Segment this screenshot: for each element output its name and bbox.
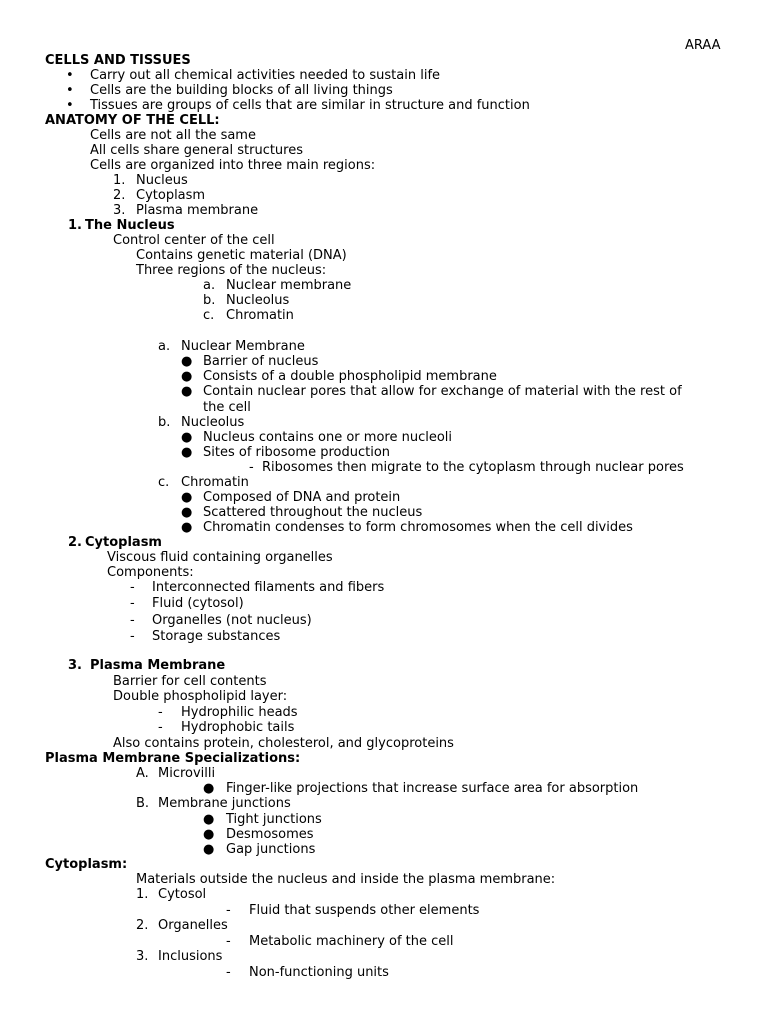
paragraph: Materials outside the nucleus and inside the plasma membrane: [136, 872, 556, 887]
list-letter: A. [136, 766, 149, 781]
filled-circle-bullet-icon: ● [181, 520, 193, 535]
list-item: Barrier of nucleus [203, 354, 319, 369]
filled-circle-bullet-icon: ● [181, 490, 193, 505]
section-title-cytoplasm: Cytoplasm: [45, 857, 128, 872]
list-item: Contain nuclear pores that allow for exchange of material with the rest of [203, 384, 682, 399]
list-item: Consists of a double phospholipid membrane [203, 369, 497, 384]
list-item: Inclusions [158, 949, 223, 964]
section-title-specializations: Plasma Membrane Specializations: [45, 751, 301, 766]
list-item: Storage substances [152, 629, 281, 644]
dash-bullet: - [226, 965, 231, 980]
heading-number: 3. [68, 658, 82, 673]
list-item: Nuclear membrane [226, 278, 352, 293]
list-item: Hydrophilic heads [181, 705, 298, 720]
filled-circle-bullet-icon: ● [203, 781, 215, 796]
heading-number: 2. [68, 535, 82, 550]
filled-circle-bullet-icon: ● [203, 827, 215, 842]
list-item: Sites of ribosome production [203, 445, 391, 460]
list-item: Plasma membrane [136, 203, 259, 218]
list-item: Tissues are groups of cells that are similar in structure and function [90, 98, 530, 113]
list-item: Gap junctions [226, 842, 316, 857]
list-item: Also contains protein, cholesterol, and glycoproteins [113, 736, 454, 751]
list-item: Contains genetic material (DNA) [136, 248, 347, 263]
subheading-nuclear-membrane: Nuclear Membrane [181, 339, 305, 354]
list-item: Barrier for cell contents [113, 674, 267, 689]
list-item: All cells share general structures [90, 143, 304, 158]
list-letter: a. [158, 339, 171, 354]
list-item: Double phospholipid layer: [113, 689, 288, 704]
subheading-chromatin: Chromatin [181, 475, 249, 490]
list-item: Tight junctions [226, 812, 322, 827]
dash-bullet: - [249, 460, 254, 475]
list-item: Nucleolus [226, 293, 290, 308]
bullet-icon: • [66, 83, 74, 98]
list-item: Chromatin condenses to form chromosomes when the cell divides [203, 520, 633, 535]
list-item: Non-functioning units [249, 965, 389, 980]
list-item: Nucleus [136, 173, 188, 188]
list-item: Cytoplasm [136, 188, 206, 203]
subheading-membrane-junctions: Membrane junctions [158, 796, 291, 811]
filled-circle-bullet-icon: ● [203, 842, 215, 857]
list-letter: c. [158, 475, 170, 490]
dash-bullet: - [158, 720, 163, 735]
list-item: Organelles [158, 918, 228, 933]
bullet-icon: • [66, 68, 74, 83]
filled-circle-bullet-icon: ● [181, 445, 193, 460]
list-item: Carry out all chemical activities needed to sustain life [90, 68, 441, 83]
heading-the-nucleus: The Nucleus [85, 218, 175, 233]
list-item: Scattered throughout the nucleus [203, 505, 423, 520]
section-title-anatomy: ANATOMY OF THE CELL: [45, 113, 220, 128]
filled-circle-bullet-icon: ● [181, 369, 193, 384]
filled-circle-bullet-icon: ● [181, 384, 193, 399]
header-initials: ARAA [685, 38, 721, 53]
list-item: Ribosomes then migrate to the cytoplasm through nuclear pores [262, 460, 684, 475]
dash-bullet: - [158, 705, 163, 720]
list-item: Cells are organized into three main regions: [90, 158, 376, 173]
list-item: Hydrophobic tails [181, 720, 295, 735]
list-letter: b. [158, 415, 171, 430]
list-item: Control center of the cell [113, 233, 275, 248]
heading-cytoplasm: Cytoplasm [85, 535, 162, 550]
dash-bullet: - [130, 629, 135, 644]
list-item: Cells are not all the same [90, 128, 256, 143]
dash-bullet: - [226, 934, 231, 949]
dash-bullet: - [130, 596, 135, 611]
list-letter: a. [203, 278, 216, 293]
filled-circle-bullet-icon: ● [181, 430, 193, 445]
subheading-nucleolus: Nucleolus [181, 415, 245, 430]
list-item: Components: [107, 565, 194, 580]
list-number: 1. [136, 887, 149, 902]
list-item: Cytosol [158, 887, 207, 902]
list-number: 2. [136, 918, 149, 933]
list-number: 3. [136, 949, 149, 964]
list-item: Desmosomes [226, 827, 314, 842]
heading-plasma-membrane: Plasma Membrane [90, 658, 226, 673]
subheading-microvilli: Microvilli [158, 766, 216, 781]
filled-circle-bullet-icon: ● [181, 505, 193, 520]
list-item: Interconnected filaments and fibers [152, 580, 385, 595]
list-letter: B. [136, 796, 150, 811]
dash-bullet: - [130, 580, 135, 595]
dash-bullet: - [130, 613, 135, 628]
list-item: Metabolic machinery of the cell [249, 934, 454, 949]
list-item-continuation: the cell [203, 400, 251, 415]
list-item: Viscous fluid containing organelles [107, 550, 333, 565]
list-letter: b. [203, 293, 216, 308]
list-number: 2. [113, 188, 126, 203]
list-letter: c. [203, 308, 215, 323]
list-item: Fluid that suspends other elements [249, 903, 480, 918]
dash-bullet: - [226, 903, 231, 918]
list-number: 3. [113, 203, 126, 218]
list-item: Organelles (not nucleus) [152, 613, 312, 628]
subheading: Three regions of the nucleus: [136, 263, 327, 278]
list-number: 1. [113, 173, 126, 188]
list-item: Cells are the building blocks of all living things [90, 83, 393, 98]
bullet-icon: • [66, 98, 74, 113]
list-item: Chromatin [226, 308, 294, 323]
list-item: Nucleus contains one or more nucleoli [203, 430, 452, 445]
filled-circle-bullet-icon: ● [203, 812, 215, 827]
section-title-cells-and-tissues: CELLS AND TISSUES [45, 53, 191, 68]
list-item: Fluid (cytosol) [152, 596, 244, 611]
list-item: Composed of DNA and protein [203, 490, 401, 505]
list-item: Finger-like projections that increase surface area for absorption [226, 781, 639, 796]
filled-circle-bullet-icon: ● [181, 354, 193, 369]
heading-number: 1. [68, 218, 82, 233]
